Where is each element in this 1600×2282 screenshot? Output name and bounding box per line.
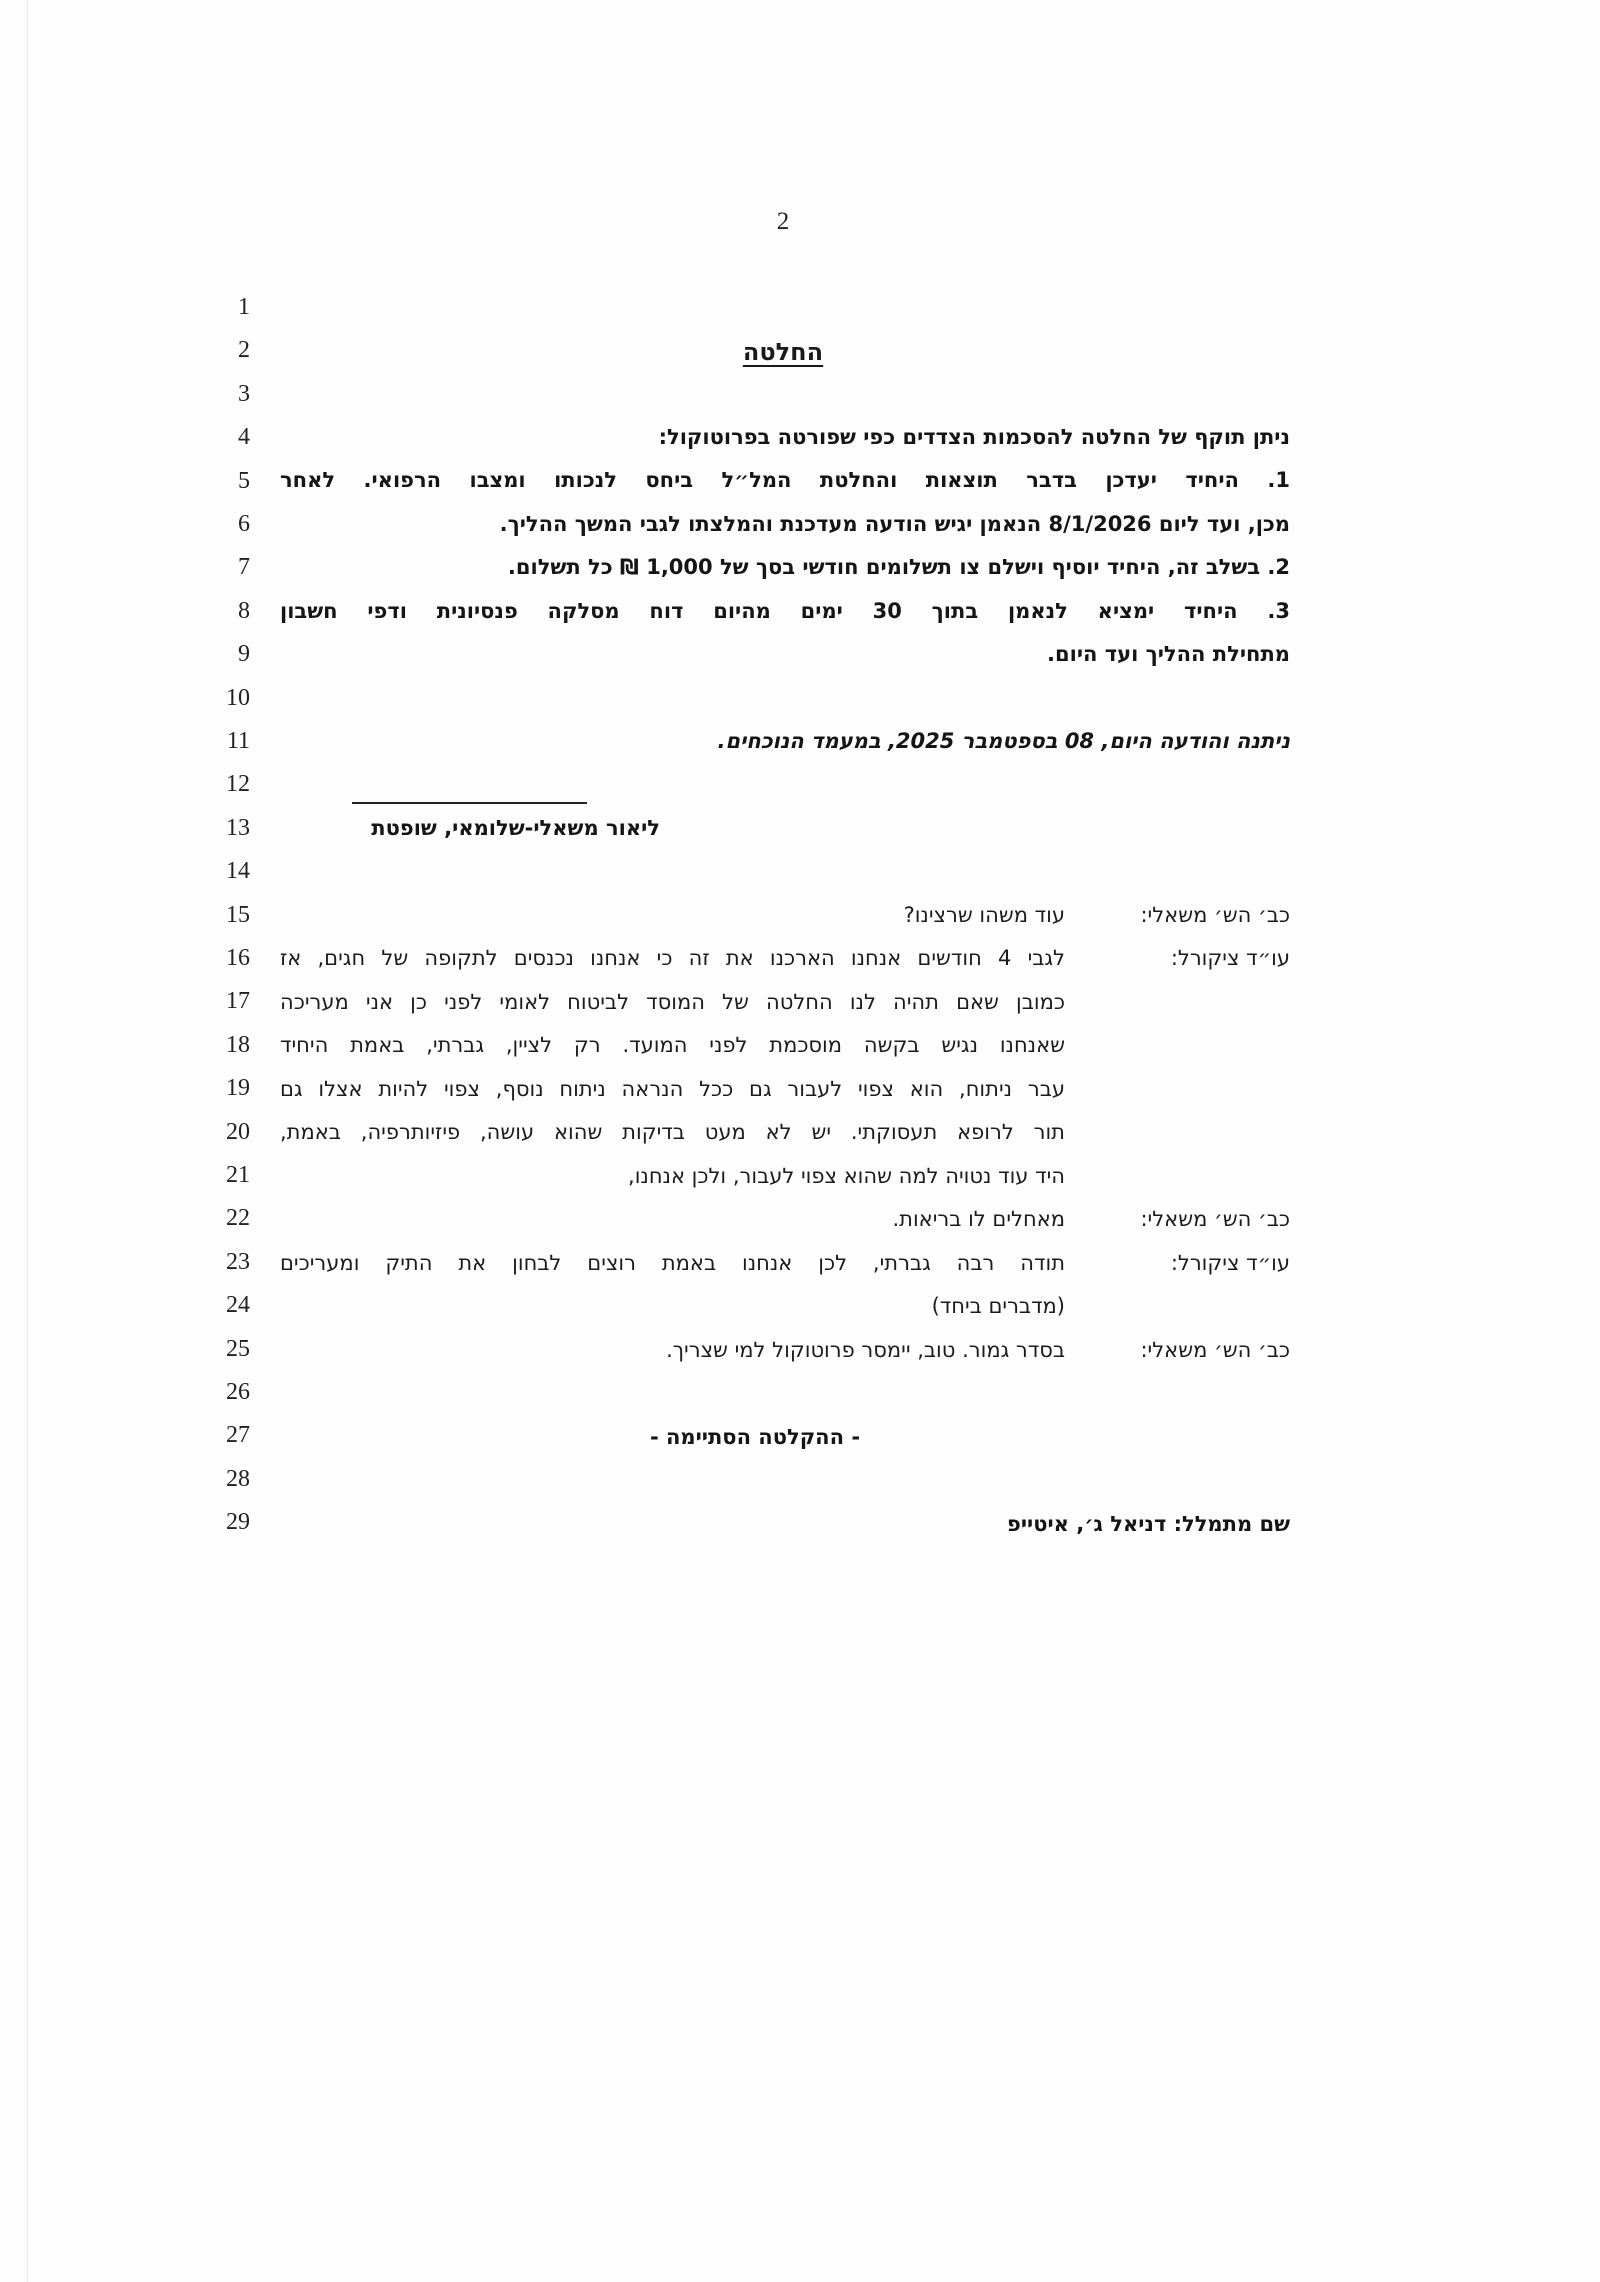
scan-edge-artifact <box>27 0 28 2282</box>
line-number: 28 <box>226 1465 250 1492</box>
line-number: 14 <box>226 858 250 885</box>
line-number: 26 <box>226 1379 250 1405</box>
line-number: 24 <box>226 1292 250 1319</box>
speech-line: היד עוד נטויה למה שהוא צפוי לעבור, ולכן אנחנו, <box>628 1164 1065 1188</box>
speech-line: מאחלים לו בריאות. <box>892 1207 1065 1231</box>
line-number: 20 <box>226 1118 250 1145</box>
decision-heading: החלטה <box>742 338 824 366</box>
line-number: 18 <box>226 1031 250 1058</box>
decision-intro: ניתן תוקף של החלטה להסכמות הצדדים כפי שפורטה בפרוטוקול: <box>658 425 1290 449</box>
signature-line <box>352 802 587 804</box>
line-number: 9 <box>238 641 250 668</box>
speech-line: (מדברים ביחד) <box>931 1294 1065 1318</box>
decision-item-2: 2. בשלב זה, היחיד יוסיף וישלם צו תשלומים חודשי בסך של 1,000 ₪ כל תשלום. <box>507 555 1290 579</box>
line-number: 13 <box>226 814 250 841</box>
speech-line: עוד משהו שרצינו? <box>903 903 1065 927</box>
line-number: 16 <box>226 945 250 971</box>
line-number: 10 <box>226 684 250 711</box>
given-date-statement: ניתנה והודעה היום, 08 בספטמבר 2025, במעמד הנוכחים. <box>717 729 1290 753</box>
line-number: 19 <box>226 1075 250 1102</box>
line-number: 7 <box>238 554 250 581</box>
line-number: 5 <box>238 467 250 494</box>
speaker-label: עו״ד ציקורל: <box>1170 946 1290 970</box>
speech-line: כמובן שאם תהיה לנו החלטה של המוסד לביטוח לאומי לפני כן אני מעריכה <box>280 990 1065 1014</box>
speaker-label: כב׳ הש׳ משאלי: <box>1140 1338 1290 1362</box>
page-number: 2 <box>776 208 790 235</box>
speech-line: תודה רבה גברתי, לכן אנחנו באמת רוצים לבחון את התיק ומעריכים <box>280 1251 1065 1275</box>
decision-item-3-line-2: מתחילת ההליך ועד היום. <box>1047 642 1290 666</box>
speech-line: שאנחנו נגיש בקשה מוסכמת לפני המועד. רק לציין, גברתי, באמת היחיד <box>280 1033 1065 1057</box>
speaker-label: כב׳ הש׳ משאלי: <box>1140 1207 1290 1231</box>
line-number: 2 <box>238 337 250 364</box>
line-number: 12 <box>226 771 250 798</box>
line-number: 21 <box>226 1162 250 1188</box>
decision-item-1-line-1: 1. היחיד יעדכן בדבר תוצאות והחלטת המל״ל ביחס לנכותו ומצבו הרפואי. לאחר <box>280 468 1290 492</box>
line-number: 6 <box>238 511 250 537</box>
decision-item-1-line-2: מכן, ועד ליום 8/1/2026 הנאמן יגיש הודעה מעדכנת והמלצתו לגבי המשך ההליך. <box>499 512 1290 536</box>
line-number: 15 <box>226 901 250 928</box>
line-number: 3 <box>238 380 250 407</box>
line-number: 1 <box>238 294 250 320</box>
speech-line: לגבי 4 חודשים אנחנו הארכנו את זה כי אנחנו נכנסים לתקופה של חגים, אז <box>280 946 1065 970</box>
speaker-label: כב׳ הש׳ משאלי: <box>1140 903 1290 927</box>
transcriber-name: שם מתמלל: דניאל ג׳, איטייפ <box>1007 1512 1290 1536</box>
line-number: 25 <box>226 1335 250 1362</box>
line-number: 11 <box>226 728 250 754</box>
speech-line: בסדר גמור. טוב, יימסר פרוטוקול למי שצריך. <box>666 1338 1065 1362</box>
line-number: 4 <box>238 424 250 451</box>
line-number: 17 <box>226 988 250 1015</box>
recording-ended-notice <box>0 1420 1600 1454</box>
speaker-label: עו״ד ציקורל: <box>1170 1251 1290 1275</box>
line-number: 27 <box>226 1422 250 1449</box>
line-number: 23 <box>226 1248 250 1275</box>
recording-ended-text: - ההקלטה הסתיימה - <box>649 1425 861 1449</box>
decision-item-3-line-1: 3. היחיד ימציא לנאמן בתוך 30 ימים מהיום דוח מסלקה פנסיונית ודפי חשבון <box>280 599 1290 623</box>
line-number: 29 <box>226 1509 250 1536</box>
line-number: 8 <box>238 597 250 624</box>
judge-signature-name: ליאור משאלי-שלומאי, שופטת <box>371 816 660 840</box>
speech-line: עבר ניתוח, הוא צפוי לעבור גם ככל הנראה ניתוח נוסף, צפוי להיות אצלו גם <box>280 1077 1065 1101</box>
speech-line: תור לרופא תעסוקתי. יש לא מעט בדיקות שהוא עושה, פיזיותרפיה, באמת, <box>280 1120 1065 1144</box>
line-number: 22 <box>226 1205 250 1232</box>
